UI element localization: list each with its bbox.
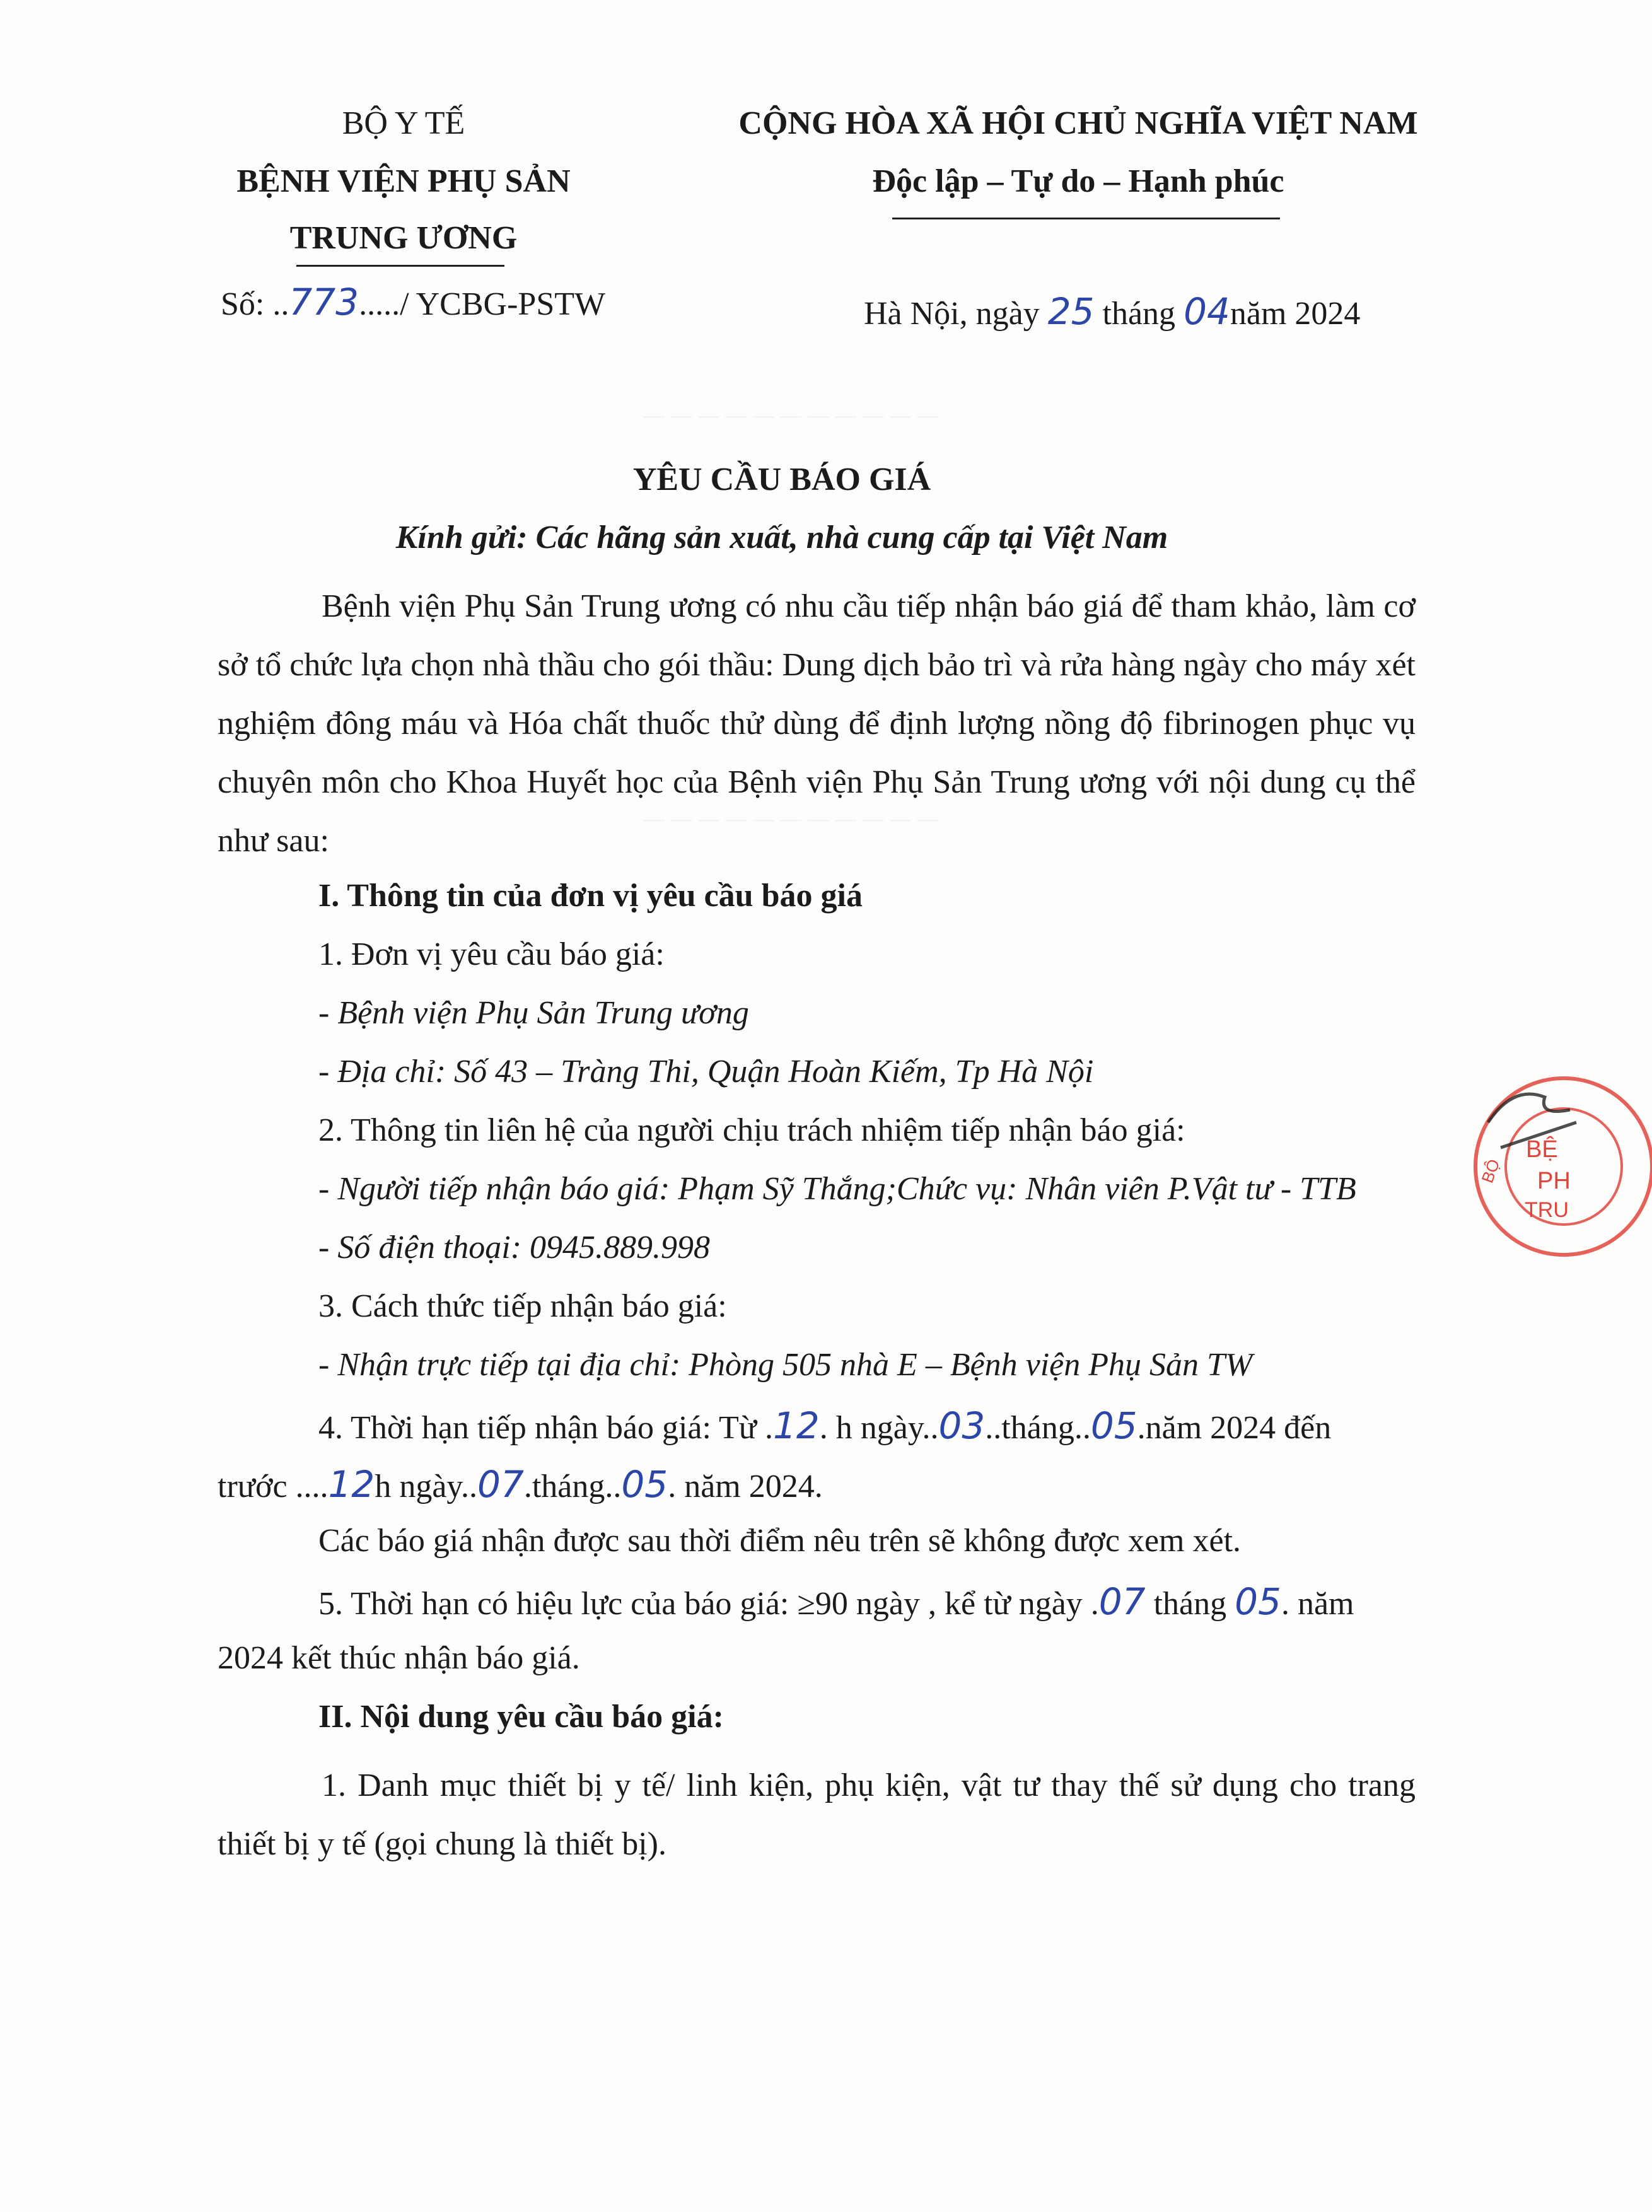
end-hour-handwritten: 12 (328, 1463, 375, 1506)
contact-person: - Người tiếp nhận báo giá: Phạm Sỹ Thắng;Chức vụ: Nhân viên P.Vật tư - TTB (318, 1171, 1356, 1207)
receiving-method: - Nhận trực tiếp tại địa chỉ: Phòng 505 nhà E – Bệnh viện Phụ Sản TW (318, 1347, 1253, 1383)
section2-heading: II. Nội dung yêu cầu báo giá: (318, 1699, 724, 1735)
document-number (221, 281, 605, 325)
stamp-text-bottom: TRU (1525, 1198, 1569, 1222)
country-name: CỘNG HÒA XÃ HỘI CHỦ NGHĨA VIỆT NAM (738, 105, 1418, 141)
validity-month-handwritten: 05 (1235, 1580, 1281, 1623)
quote-validity-line2: 2024 kết thúc nhận báo giá. (218, 1640, 580, 1676)
date-month-handwritten: 04 (1184, 290, 1230, 333)
quote-deadline-line1: 4. Thời hạn tiếp nhận báo giá: Từ .12. h ngày..03..tháng..05.năm 2024 đến (318, 1404, 1332, 1447)
requesting-unit-address: - Địa chỉ: Số 43 – Tràng Thi, Quận Hoàn Kiếm, Tp Hà Nội (318, 1054, 1094, 1090)
end-month-handwritten: 05 (621, 1463, 668, 1506)
doc-number-suffix: ...../ YCBG-PSTW (359, 286, 606, 322)
late-quote-note: Các báo giá nhận được sau thời điểm nêu trên sẽ không được xem xét. (318, 1523, 1242, 1559)
intro-paragraph (218, 577, 1416, 870)
doc-number-handwritten: 773 (289, 281, 359, 323)
date-day-handwritten: 25 (1047, 290, 1095, 333)
national-motto: Độc lập – Tự do – Hạnh phúc (872, 163, 1284, 199)
contact-phone: - Số điện thoại: 0945.889.998 (318, 1230, 711, 1266)
start-month-handwritten: 05 (1090, 1404, 1137, 1447)
validity-day-handwritten: 07 (1098, 1580, 1146, 1623)
hospital-name-line2: TRUNG ƯƠNG (289, 220, 518, 256)
date-prefix: Hà Nội, ngày (864, 296, 1040, 332)
quote-validity-line1: 5. Thời hạn có hiệu lực của báo giá: ≥90 ngày , kể từ ngày .07 tháng 05. năm (318, 1580, 1354, 1623)
section1-item3: 3. Cách thức tiếp nhận báo giá: (318, 1288, 727, 1324)
motto-underline (892, 218, 1280, 219)
recipient-line: Kính gửi: Các hãng sản xuất, nhà cung cấp tại Việt Nam (395, 520, 1168, 556)
bleed-through-text: — — — — — — — — — — — (643, 807, 939, 831)
document-date (864, 290, 1360, 334)
official-stamp (1463, 1072, 1652, 1261)
requesting-unit-name: - Bệnh viện Phụ Sản Trung ương (318, 995, 749, 1031)
date-suffix: năm 2024 (1230, 296, 1361, 332)
header-left-underline (296, 265, 504, 267)
section1-heading: I. Thông tin của đơn vị yêu cầu báo giá (318, 878, 863, 914)
section2-item1-text: 1. Danh mục thiết bị y tế/ linh kiện, phụ kiện, vật tư thay thế sử dụng cho trang thiết bị y tế (gọi chung là thiết bị). (218, 1767, 1416, 1862)
end-day-handwritten: 07 (477, 1463, 524, 1506)
section1-item2: 2. Thông tin liên hệ của người chịu trách nhiệm tiếp nhận báo giá: (318, 1112, 1185, 1148)
stamp-text-top: BỆ (1526, 1136, 1558, 1163)
start-day-handwritten: 03 (938, 1404, 986, 1447)
bleed-through-text: — — — — — — — — — — — (643, 404, 939, 428)
stamp-graphic (1463, 1072, 1652, 1261)
document-title: YÊU CẦU BÁO GIÁ (632, 462, 931, 498)
stamp-text-mid: PH (1537, 1168, 1571, 1194)
section1-item1: 1. Đơn vị yêu cầu báo giá: (318, 936, 665, 972)
section2-item1 (218, 1756, 1416, 1873)
ministry-name: BỘ Y TẾ (342, 105, 465, 141)
doc-number-prefix: Số: .. (221, 286, 289, 322)
intro-text: Bệnh viện Phụ Sản Trung ương có nhu cầu tiếp nhận báo giá để tham khảo, làm cơ sở tổ chức lựa chọn nhà thầu cho gói thầu: Dung dịch bảo trì và rửa hàng ngày cho máy xét nghiệm đông máu và Hóa chất thuốc thử dùng để định lượng nồng độ fibrinogen phục vụ chuyên môn cho Khoa Huyết học của Bệnh viện Phụ Sản Trung ương với nội dung cụ thể như sau: (218, 588, 1416, 859)
stamp-text-side: BỘ (1477, 1156, 1504, 1185)
date-month-label: tháng (1102, 296, 1176, 332)
hospital-name-line1: BỆNH VIỆN PHỤ SẢN (236, 163, 571, 199)
start-hour-handwritten: 12 (772, 1404, 820, 1447)
quote-deadline-line2: trước ....12h ngày..07.tháng..05. năm 2024. (218, 1463, 823, 1506)
